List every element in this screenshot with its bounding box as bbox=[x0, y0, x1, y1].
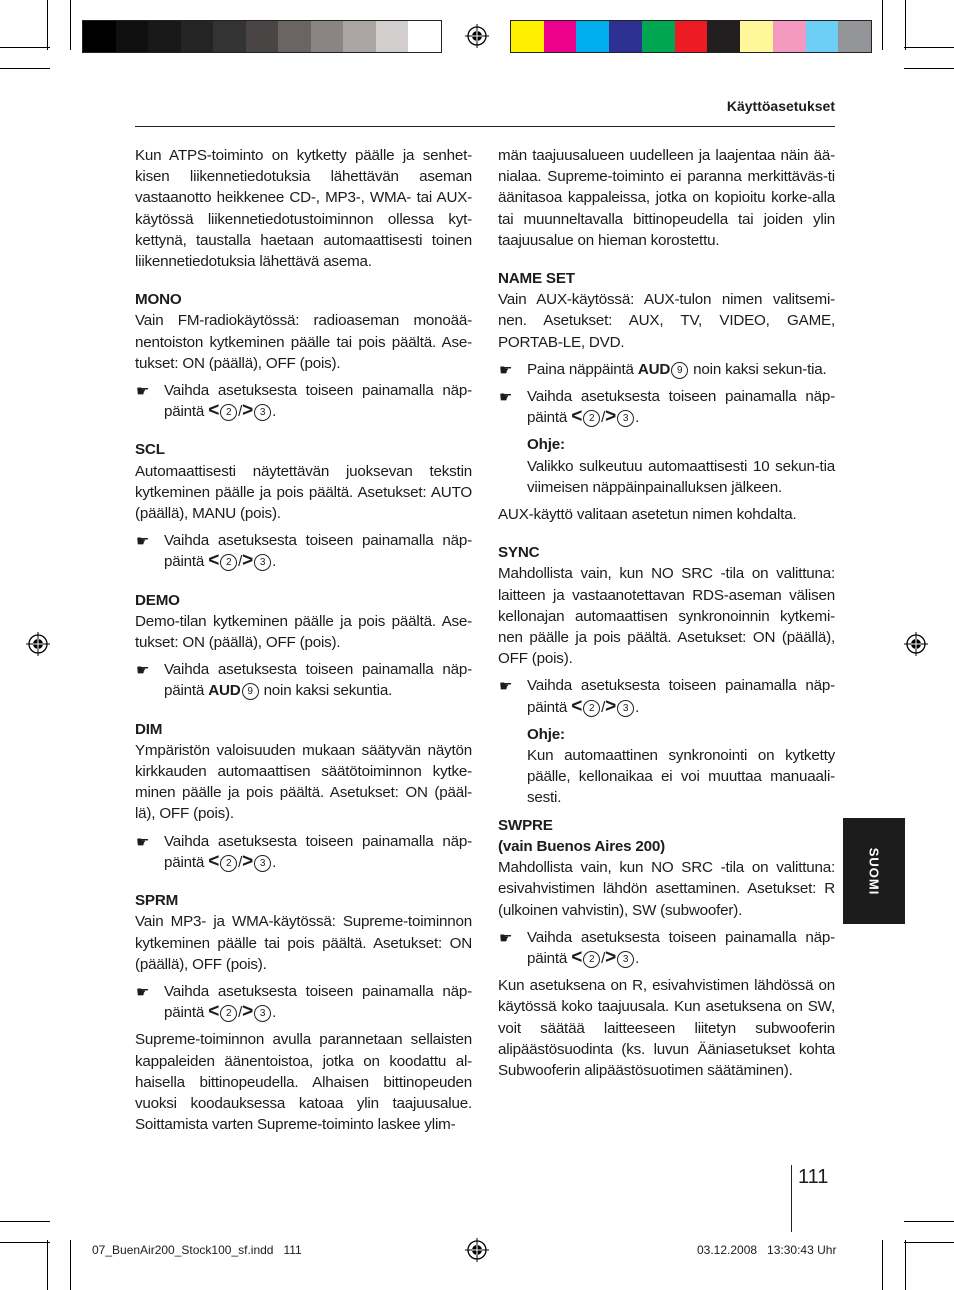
color-swatch bbox=[642, 21, 675, 52]
chevron-left-icon: < bbox=[208, 550, 220, 572]
sprm-description: Vain MP3- ja WMA-käytössä: Supreme-toiminnon kytkeminen päälle tai pois päältä. Asetukset: ON (päällä), OFF (pois). bbox=[135, 913, 472, 973]
color-swatch bbox=[181, 21, 214, 52]
registration-mark-icon bbox=[465, 1238, 489, 1262]
crop-mark bbox=[70, 1240, 71, 1290]
pointing-hand-icon: ☛ bbox=[499, 361, 513, 379]
key-badge: 3 bbox=[617, 700, 634, 717]
crop-mark bbox=[905, 0, 906, 50]
key-badge: 2 bbox=[220, 855, 237, 872]
chevron-right-icon: > bbox=[242, 850, 254, 872]
key-badge: 9 bbox=[671, 362, 688, 379]
name-set-description: Vain AUX-käytössä: AUX-tulon nimen valitsemi-nen. Asetukset: AUX, TV, VIDEO, GAME, PORTAB-LE, DVD. bbox=[498, 291, 835, 351]
chevron-right-icon: > bbox=[605, 695, 617, 717]
key-badge: 2 bbox=[220, 554, 237, 571]
chevron-right-icon: > bbox=[242, 550, 254, 572]
sync-description: Mahdollista vain, kun NO SRC -tila on valittuna: laitteen ja vastaanotettavan RDS-aseman välisen kellonajan automaattisen synkronoinnin kytkemi-nen päälle ja pois päältä. Asetukset: ON (päällä), OFF (pois). bbox=[498, 565, 835, 668]
mono-description: Vain FM-radiokäytössä: radioaseman monoää-nentoiston kytkeminen päälle tai pois päältä. Ase-tukset: ON (päällä), OFF (pois). bbox=[135, 312, 472, 372]
key-badge: 3 bbox=[617, 410, 634, 427]
crop-mark bbox=[47, 0, 48, 50]
note-heading: Ohje: bbox=[527, 725, 565, 743]
color-swatch bbox=[343, 21, 376, 52]
crop-mark bbox=[904, 68, 954, 69]
pointing-hand-icon: ☛ bbox=[499, 678, 513, 696]
footer-file-info: 07_BuenAir200_Stock100_sf.indd 111 bbox=[92, 1243, 302, 1257]
key-badge: 9 bbox=[242, 683, 259, 700]
pointing-hand-icon: ☛ bbox=[136, 833, 150, 851]
color-swatch bbox=[376, 21, 409, 52]
continued-paragraph: män taajuusalueen uudelleen ja laajentaa näin ää-nialaa. Supreme-toiminto ei paranna merkittäväs-ti äänitasoa kappaleissa, jotka on kopioitu korke-alla tai muunneltavalla bittinopeudella tai joiden ylin taajuusalue on hieman korostettu. bbox=[498, 147, 835, 249]
color-swatch bbox=[246, 21, 279, 52]
crop-mark bbox=[882, 1240, 883, 1290]
crop-mark bbox=[904, 1221, 954, 1222]
color-swatch bbox=[408, 21, 441, 52]
note-block bbox=[498, 724, 835, 809]
aud-key-label: AUD bbox=[208, 682, 241, 700]
swpre-detail: Kun asetuksena on R, esivahvistimen lähdössä on käytössä koko taajuusala. Kun asetuksena on SW, voit säätää laitteeseen liitetyn subwooferin alipäästösuodinta (ks. luvun Ääniasetukset kohta Subwooferin alipäästösuotimen säätäminen). bbox=[498, 977, 835, 1079]
chevron-left-icon: < bbox=[571, 946, 583, 968]
section-heading-demo: DEMO bbox=[135, 591, 180, 609]
footer-timestamp: 03.12.2008 13:30:43 Uhr bbox=[697, 1243, 837, 1257]
instruction-item: ☛ Vaihda asetuksesta toiseen painamalla näp-päintä AUD 9 noin kaksi sekuntia. bbox=[136, 661, 472, 700]
color-swatch bbox=[707, 21, 740, 52]
color-swatch bbox=[576, 21, 609, 52]
chevron-left-icon: < bbox=[571, 406, 583, 428]
color-swatch bbox=[213, 21, 246, 52]
color-swatch bbox=[675, 21, 708, 52]
crop-mark bbox=[0, 47, 50, 48]
chevron-left-icon: < bbox=[208, 400, 220, 422]
crop-mark bbox=[904, 1242, 954, 1243]
instruction-item: ☛ Vaihda asetuksesta toiseen painamalla näp-päintä < 2 /> 3 . bbox=[136, 832, 472, 872]
section-heading-dim: DIM bbox=[135, 720, 163, 738]
pointing-hand-icon: ☛ bbox=[136, 383, 150, 401]
color-swatch bbox=[148, 21, 181, 52]
key-badge: 2 bbox=[583, 700, 600, 717]
crop-mark bbox=[882, 0, 883, 50]
instruction-item: ☛ Vaihda asetuksesta toiseen painamalla näp-päintä < 2 /> 3 . bbox=[136, 532, 472, 572]
section-heading-mono: MONO bbox=[135, 291, 182, 309]
registration-mark-icon bbox=[904, 632, 928, 656]
color-swatch bbox=[511, 21, 544, 52]
note-text: Kun automaattinen synkronointi on kytketty päälle, kellonaikaa ei voi muuttaa manuaali-sesti. bbox=[527, 747, 835, 807]
crop-mark bbox=[47, 1240, 48, 1290]
section-subheading-swpre: (vain Buenos Aires 200) bbox=[498, 837, 666, 855]
key-badge: 2 bbox=[220, 1005, 237, 1022]
key-badge: 2 bbox=[583, 951, 600, 968]
aud-key-label: AUD bbox=[637, 360, 671, 378]
chevron-left-icon: < bbox=[208, 850, 220, 872]
key-badge: 3 bbox=[254, 1005, 271, 1022]
pointing-hand-icon: ☛ bbox=[136, 983, 150, 1001]
color-swatch bbox=[311, 21, 344, 52]
dim-description: Ympäristön valoisuuden mukaan säätyvän näytön kirkkauden automaattisen säätötoiminnon kytke-minen päälle ja pois päältä. Asetukset: ON (pääl-lä), OFF (pois). bbox=[135, 741, 472, 823]
chevron-right-icon: > bbox=[605, 406, 617, 428]
instruction-item: ☛ Vaihda asetuksesta toiseen painamalla näp-päintä < 2 /> 3 . bbox=[136, 382, 472, 422]
key-badge: 3 bbox=[254, 404, 271, 421]
page-number-rule bbox=[791, 1165, 792, 1232]
key-badge: 3 bbox=[254, 855, 271, 872]
color-swatch bbox=[773, 21, 806, 52]
aux-paragraph: AUX-käyttö valitaan asetetun nimen kohdalta. bbox=[498, 506, 797, 524]
key-badge: 3 bbox=[254, 554, 271, 571]
section-heading-sprm: SPRM bbox=[135, 892, 179, 910]
crop-mark bbox=[0, 68, 50, 69]
demo-description: Demo-tilan kytkeminen päälle ja pois päältä. Ase-tukset: ON (päällä), OFF (pois). bbox=[135, 612, 472, 652]
left-column bbox=[135, 145, 472, 1135]
instruction-item: ☛ Vaihda asetuksesta toiseen painamalla näp-päintä < 2 /> 3 . bbox=[499, 388, 835, 428]
color-swatch bbox=[544, 21, 577, 52]
color-swatch bbox=[83, 21, 116, 52]
right-column bbox=[498, 145, 835, 1081]
intro-paragraph: Kun ATPS-toiminto on kytketty päälle ja senhet-kisen liikennetiedotuksia lähettävän aseman vastaanotto heikkenee CD-, MP3-, WMA- tai AUX-käytössä liikennetiedotustoiminnon ollessa kyt-kettynä, taustalla haetaan automaattisesti toinen liikennetiedotuksia lähettävä asema. bbox=[135, 147, 472, 271]
pointing-hand-icon: ☛ bbox=[499, 929, 513, 947]
chevron-left-icon: < bbox=[571, 695, 583, 717]
pointing-hand-icon: ☛ bbox=[136, 662, 150, 680]
key-badge: 2 bbox=[583, 410, 600, 427]
pointing-hand-icon: ☛ bbox=[136, 533, 150, 551]
color-swatch bbox=[609, 21, 642, 52]
chevron-right-icon: > bbox=[242, 1001, 254, 1023]
key-badge: 3 bbox=[617, 951, 634, 968]
instruction-item: ☛ Vaihda asetuksesta toiseen painamalla näp-päintä < 2 /> 3 . bbox=[499, 677, 835, 717]
section-heading-sync: SYNC bbox=[498, 544, 540, 562]
sprm-detail: Supreme-toiminnon avulla parannetaan sellaisten kappaleiden äänentoistoa, jotka on koodattu al-haisella bittinopeudella. Alhaisen bittinopeuden vuoksi koodauksessa katoaa ylin taajuusalue. Soittamista varten Supreme-toiminto laskee ylim- bbox=[135, 1031, 472, 1134]
instruction-item: ☛ Vaihda asetuksesta toiseen painamalla näp-päintä < 2 /> 3 . bbox=[136, 982, 472, 1023]
crop-mark bbox=[0, 1221, 50, 1222]
header-rule bbox=[135, 126, 835, 127]
pointing-hand-icon: ☛ bbox=[499, 389, 513, 407]
chevron-right-icon: > bbox=[242, 400, 254, 422]
note-heading: Ohje: bbox=[527, 436, 565, 454]
running-header: Käyttöasetukset bbox=[726, 98, 835, 114]
color-swatch bbox=[116, 21, 149, 52]
language-tab-label: SUOMI bbox=[866, 847, 882, 895]
crop-mark bbox=[905, 1240, 906, 1290]
color-swatch bbox=[278, 21, 311, 52]
scl-description: Automaattisesti näytettävän juoksevan tekstin kytkeminen päälle ja pois päältä. Asetukset: AUTO (päällä), MANU (pois). bbox=[135, 462, 472, 523]
section-heading-name-set: NAME SET bbox=[498, 270, 575, 288]
chevron-left-icon: < bbox=[208, 1001, 220, 1023]
color-swatch bbox=[806, 21, 839, 52]
crop-mark bbox=[70, 0, 71, 50]
registration-mark-icon bbox=[465, 24, 489, 48]
instruction-item: ☛ Vaihda asetuksesta toiseen painamalla näp-päintä < 2 /> 3 . bbox=[499, 928, 835, 968]
page-number: 111 bbox=[798, 1166, 829, 1188]
swpre-description: Mahdollista vain, kun NO SRC -tila on valittuna: esivahvistimen lähdön asettaminen. Asetukset: R (ulkoinen vahvistin), SW (subwoofer). bbox=[498, 859, 835, 919]
note-block bbox=[498, 434, 835, 498]
color-swatch bbox=[838, 21, 871, 52]
chevron-right-icon: > bbox=[605, 946, 617, 968]
crop-mark bbox=[904, 47, 954, 48]
key-badge: 2 bbox=[220, 404, 237, 421]
instruction-item: ☛ Paina näppäintä AUD 9 noin kaksi sekun-tia. bbox=[498, 359, 835, 380]
section-heading-swpre: SWPRE bbox=[498, 816, 553, 834]
crop-mark bbox=[0, 1242, 50, 1243]
color-swatch bbox=[740, 21, 773, 52]
registration-mark-icon bbox=[26, 632, 50, 656]
section-heading-scl: SCL bbox=[135, 441, 165, 459]
note-text: Valikko sulkeutuu automaattisesti 10 sekun-tia viimeisen näppäinpainalluksen jälkeen. bbox=[527, 457, 835, 496]
